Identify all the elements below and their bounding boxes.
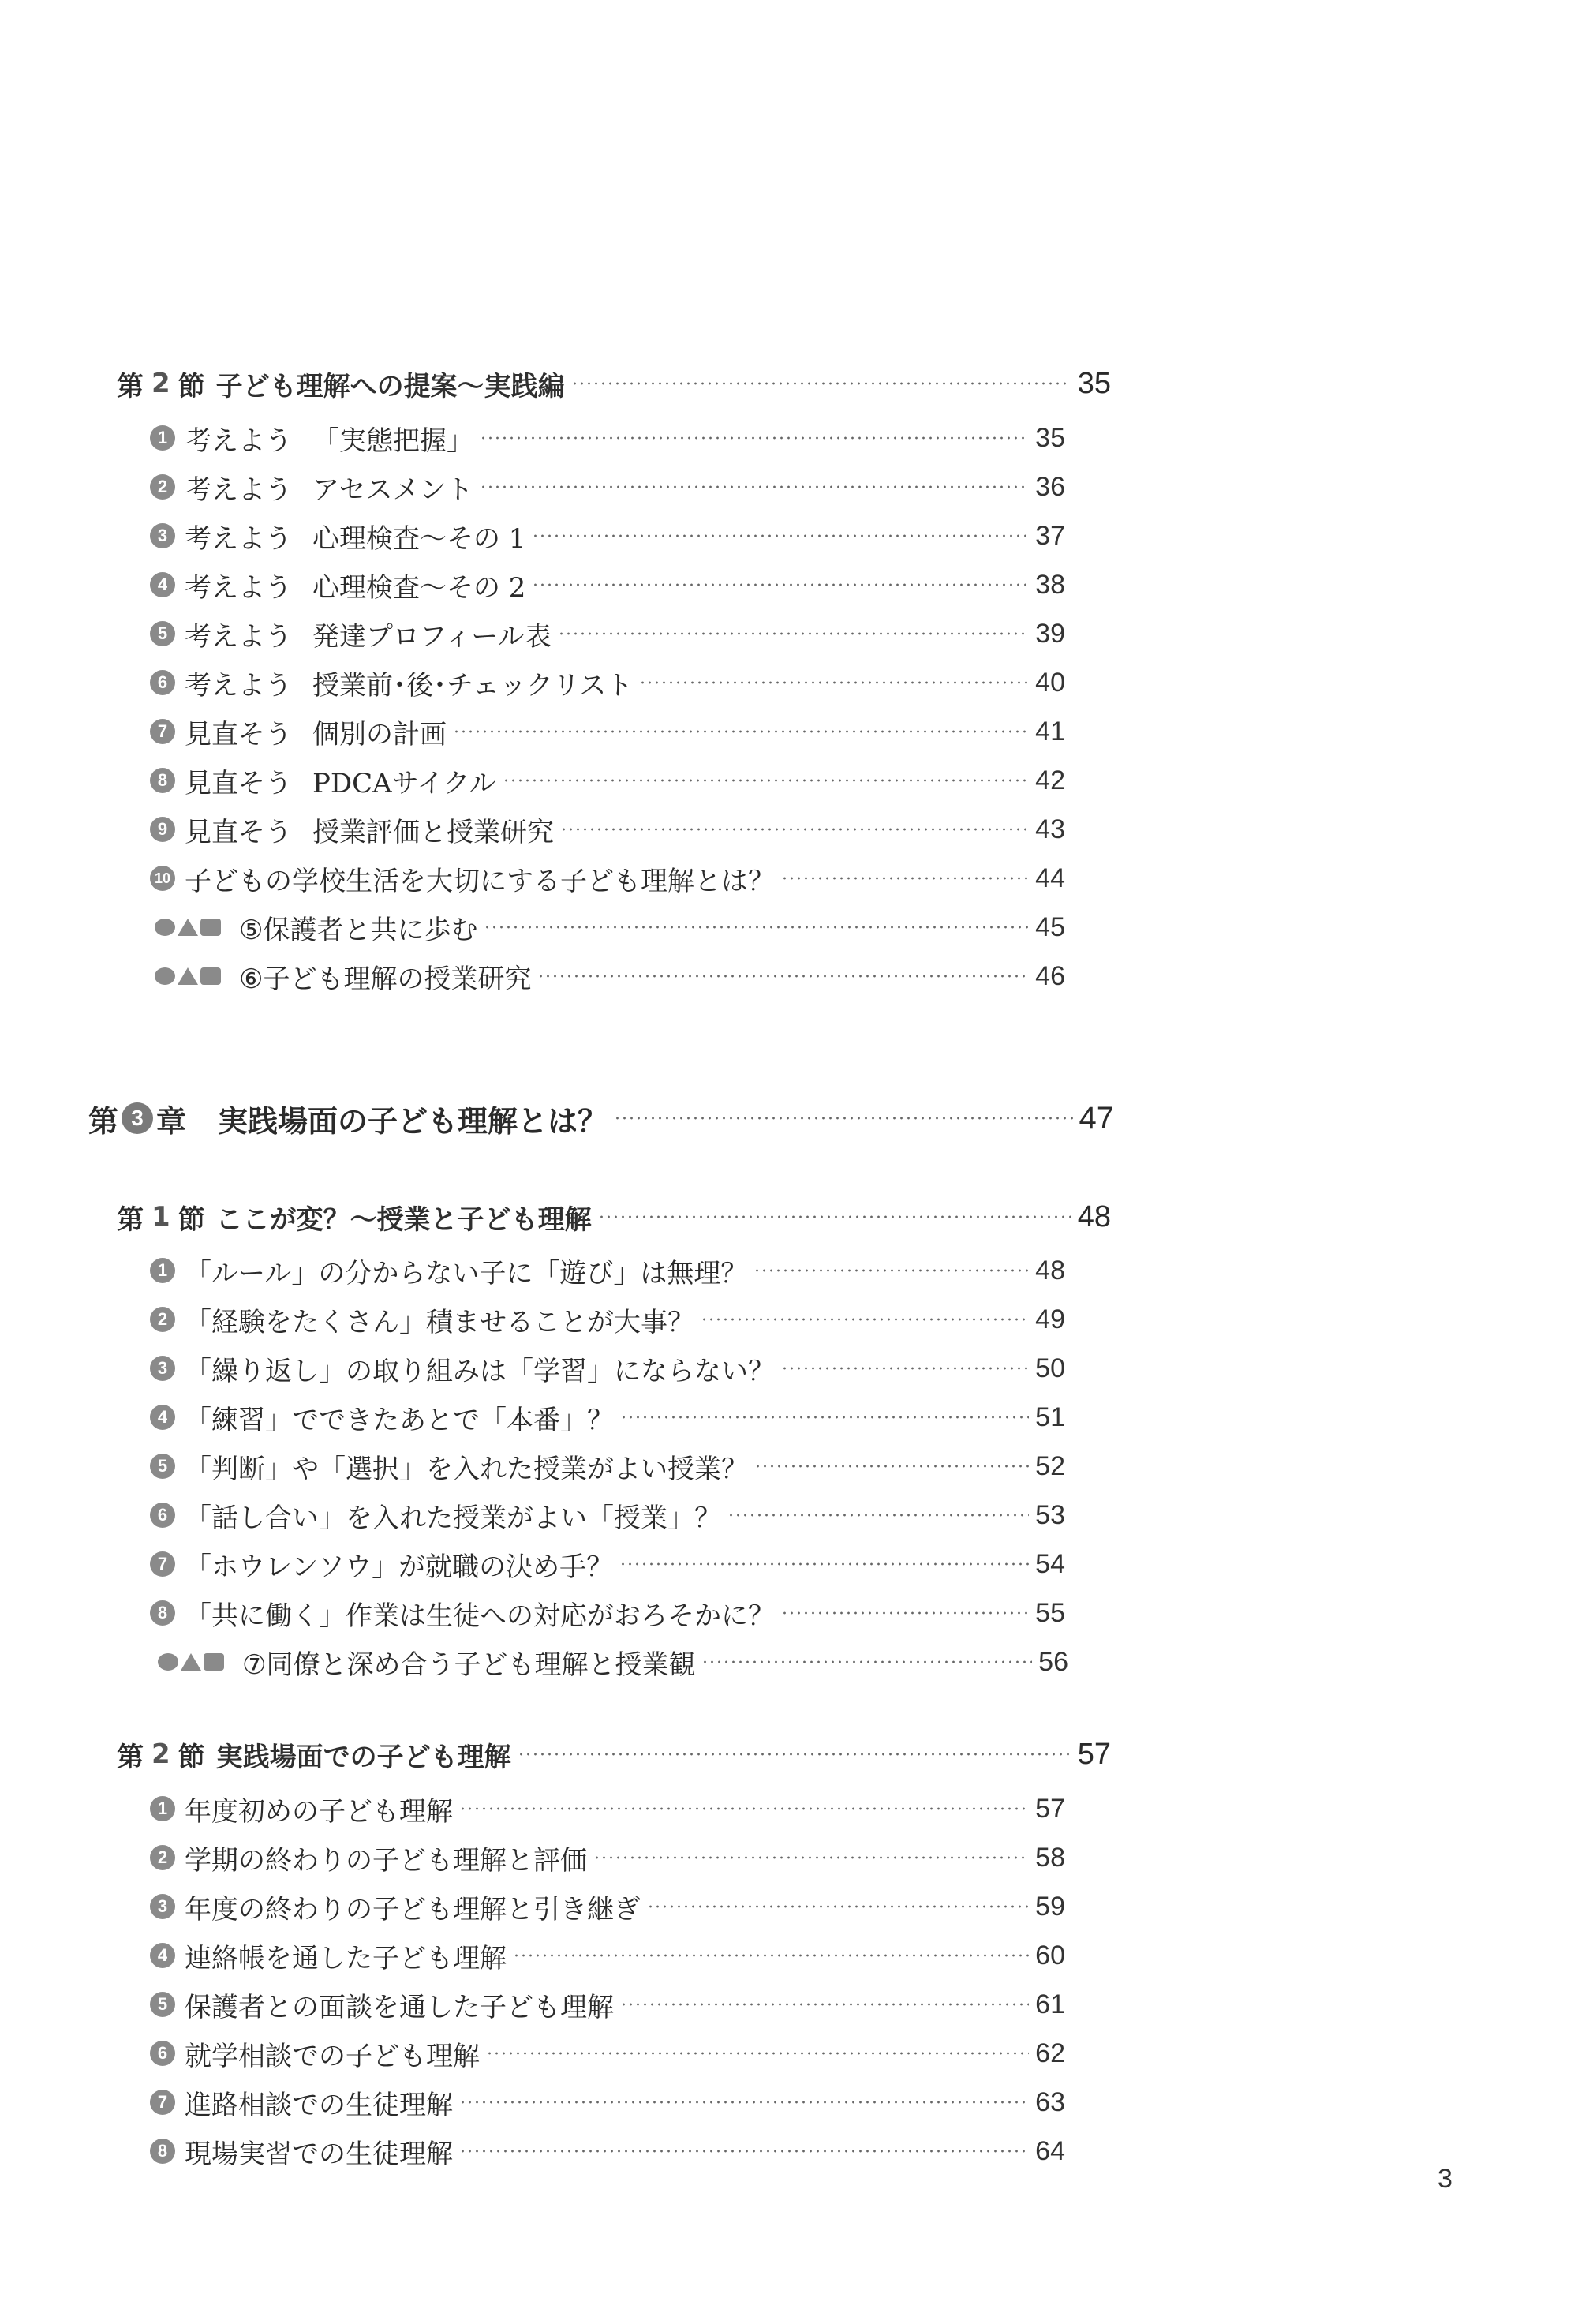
entry-title: 就学相談での子ども理解: [185, 2040, 480, 2072]
entry-title: 年度初めの子ども理解: [185, 1795, 453, 1828]
leader-dots: [753, 1269, 1029, 1272]
entry-category: 見直そう: [185, 816, 292, 848]
entry-title: 「実態把握」: [312, 425, 473, 457]
page-ref: 35: [1035, 422, 1065, 453]
entry-title: 個別の計画: [312, 718, 447, 750]
page-ref: 53: [1035, 1499, 1065, 1530]
entry-title: 進路相談での生徒理解: [185, 2089, 453, 2121]
toc-chapter-heading[interactable]: [88, 1092, 1114, 1144]
section-suffix: 節: [178, 1741, 205, 1773]
leader-dots: [620, 2003, 1029, 2006]
number-badge: 7: [150, 1551, 175, 1577]
leader-dots: [639, 681, 1029, 684]
toc-entry[interactable]: [150, 1297, 1065, 1342]
toc-entry[interactable]: [150, 1346, 1065, 1390]
entry-title: PDCAサイクル: [312, 767, 496, 799]
page-ref: 58: [1035, 1842, 1065, 1873]
page-ref: 54: [1035, 1548, 1065, 1579]
section-suffix: 節: [178, 1203, 205, 1236]
page-number: 3: [1438, 2164, 1453, 2194]
page-ref: 43: [1035, 814, 1065, 844]
toc-entry[interactable]: [150, 709, 1065, 754]
entry-title: 「経験をたくさん」積ませることが大事？: [185, 1306, 694, 1338]
entry-title: ⑤保護者と共に歩む: [239, 914, 478, 946]
page-ref: 35: [1077, 366, 1111, 400]
number-badge: 5: [150, 1454, 175, 1479]
leader-dots: [480, 485, 1030, 488]
entry-title: 子どもの学校生活を大切にする子ども理解とは？: [185, 865, 775, 897]
toc-entry[interactable]: [150, 1395, 1065, 1439]
entry-title: 連絡帳を通した子ども理解: [185, 1942, 507, 1974]
page-ref: 61: [1035, 1989, 1065, 2019]
leader-dots: [571, 382, 1071, 385]
page-ref: 55: [1035, 1597, 1065, 1628]
number-badge: 7: [150, 2090, 175, 2115]
page-ref: 46: [1035, 960, 1065, 991]
page-ref: 41: [1035, 716, 1065, 747]
entry-title: 心理検査～その 2: [312, 571, 526, 604]
page-ref: 59: [1035, 1891, 1065, 1922]
leader-dots: [593, 1856, 1029, 1859]
toc-entry[interactable]: [150, 416, 1065, 460]
page-ref: 42: [1035, 765, 1065, 795]
page-ref: 40: [1035, 667, 1065, 698]
page-ref: 57: [1035, 1793, 1065, 1824]
entry-category: 考えよう: [185, 669, 292, 702]
number-badge: 6: [150, 2041, 175, 2066]
section-number: 2: [151, 1738, 170, 1770]
page-ref: 50: [1035, 1353, 1065, 1383]
page-ref: 49: [1035, 1304, 1065, 1334]
section-title: 実践場面での子ども理解: [215, 1741, 511, 1773]
leader-dots: [781, 1367, 1029, 1370]
page-ref: 62: [1035, 2038, 1065, 2068]
section-title: ここが変？～授業と子ども理解: [215, 1203, 592, 1236]
page-ref: 36: [1035, 471, 1065, 502]
number-badge: 4: [150, 572, 175, 597]
page-ref: 45: [1035, 911, 1065, 942]
leader-dots: [532, 534, 1029, 537]
entry-title: アセスメント: [312, 473, 473, 506]
number-badge: 8: [150, 1600, 175, 1626]
toc-entry[interactable]: [150, 2080, 1065, 2124]
page-ref: 60: [1035, 1940, 1065, 1970]
leader-dots: [518, 1753, 1071, 1756]
column-badge-icon: [155, 967, 223, 985]
toc-section-heading[interactable]: [117, 1193, 1111, 1241]
leader-dots: [560, 828, 1029, 831]
page-ref: 38: [1035, 569, 1065, 600]
toc-entry[interactable]: [150, 758, 1065, 803]
leader-dots: [459, 1807, 1029, 1810]
number-badge: 3: [150, 1894, 175, 1919]
entry-category: 考えよう: [185, 522, 292, 555]
entry-title: 年度の終わりの子ども理解と引き継ぎ: [185, 1893, 641, 1925]
leader-dots: [537, 975, 1029, 978]
chapter-number: 3: [122, 1102, 153, 1134]
number-badge: 8: [150, 768, 175, 793]
entry-title: ⑦同僚と深め合う子ども理解と授業観: [242, 1649, 696, 1681]
page-ref: 56: [1038, 1646, 1068, 1677]
page-ref: 57: [1077, 1737, 1111, 1771]
entry-category: 考えよう: [185, 620, 292, 653]
leader-dots: [647, 1905, 1029, 1908]
toc-entry[interactable]: [150, 1933, 1065, 1978]
number-badge: 6: [150, 670, 175, 695]
leader-dots: [598, 1215, 1071, 1218]
page-ref: 63: [1035, 2086, 1065, 2117]
leader-dots: [701, 1660, 1032, 1663]
entry-category: 考えよう: [185, 473, 292, 506]
leader-dots: [459, 2101, 1029, 2104]
entry-category: 考えよう: [185, 571, 292, 604]
entry-title: 「ホウレンソウ」が就職の決め手？: [185, 1551, 614, 1583]
entry-title: 現場実習での生徒理解: [185, 2138, 453, 2170]
section-number: 1: [151, 1201, 170, 1233]
leader-dots: [701, 1318, 1029, 1321]
toc-entry[interactable]: [150, 1542, 1065, 1586]
leader-dots: [486, 2052, 1029, 2055]
page-ref: 47: [1079, 1100, 1114, 1136]
chapter-title: 実践場面の子ども理解とは？: [218, 1103, 608, 1139]
section-prefix: 第: [117, 370, 144, 402]
toc-entry[interactable]: [150, 612, 1065, 656]
page-ref: 51: [1035, 1402, 1065, 1432]
column-badge-icon: [155, 919, 223, 936]
toc-column-entry[interactable]: [155, 905, 1065, 949]
leader-dots: [620, 1416, 1029, 1419]
number-badge: 6: [150, 1503, 175, 1528]
leader-dots: [619, 1562, 1029, 1566]
leader-dots: [614, 1117, 1072, 1120]
page-ref: 37: [1035, 520, 1065, 551]
page-ref: 48: [1035, 1255, 1065, 1285]
leader-dots: [532, 583, 1029, 586]
number-badge: 1: [150, 1258, 175, 1283]
toc-entry[interactable]: [150, 661, 1065, 705]
toc-entry[interactable]: [150, 514, 1065, 558]
toc-entry[interactable]: [150, 1591, 1065, 1635]
number-badge: 2: [150, 474, 175, 500]
toc-entry[interactable]: [150, 1884, 1065, 1929]
number-badge: 4: [150, 1943, 175, 1968]
leader-dots: [754, 1465, 1029, 1468]
leader-dots: [503, 779, 1030, 782]
section-number: 2: [151, 368, 170, 399]
toc-entry[interactable]: [150, 563, 1065, 607]
entry-title: 「繰り返し」の取り組みは「学習」にならない？: [185, 1355, 775, 1387]
page-ref: 64: [1035, 2135, 1065, 2166]
section-prefix: 第: [117, 1741, 144, 1773]
entry-title: 心理検査～その 1: [312, 522, 526, 555]
page-ref: 52: [1035, 1450, 1065, 1481]
leader-dots: [558, 632, 1030, 635]
toc-entry[interactable]: [150, 1982, 1065, 2026]
number-badge: 4: [150, 1405, 175, 1430]
entry-title: 「ルール」の分からない子に「遊び」は無理？: [185, 1257, 748, 1289]
toc-entry[interactable]: [150, 1493, 1065, 1537]
toc-entry[interactable]: [150, 856, 1065, 900]
entry-category: 見直そう: [185, 767, 292, 799]
toc-entry[interactable]: [150, 807, 1065, 851]
leader-dots: [484, 926, 1029, 929]
toc-entry[interactable]: [150, 1444, 1065, 1488]
entry-category: 考えよう: [185, 425, 292, 457]
chapter-prefix: 第: [88, 1103, 119, 1139]
entry-category: 見直そう: [185, 718, 292, 750]
number-badge: 5: [150, 1992, 175, 2017]
number-badge: 5: [150, 621, 175, 646]
number-badge: 2: [150, 1845, 175, 1870]
entry-title: 「話し合い」を入れた授業がよい「授業」？: [185, 1502, 721, 1534]
leader-dots: [453, 730, 1029, 733]
entry-title: 学期の終わりの子ども理解と評価: [185, 1844, 587, 1877]
leader-dots: [459, 2150, 1029, 2153]
entry-title: 保護者との面談を通した子ども理解: [185, 1991, 614, 2023]
toc-entry[interactable]: [150, 1787, 1065, 1831]
section-suffix: 節: [178, 370, 205, 402]
leader-dots: [781, 877, 1029, 880]
section-title: 子ども理解への提案～実践編: [215, 370, 565, 402]
leader-dots: [781, 1611, 1029, 1615]
entry-title: 「練習」でできたあとで「本番」？: [185, 1404, 614, 1436]
section-prefix: 第: [117, 1203, 144, 1236]
number-badge: 3: [150, 523, 175, 548]
leader-dots: [727, 1514, 1029, 1517]
number-badge: 10: [150, 866, 175, 891]
number-badge: 7: [150, 719, 175, 744]
number-badge: 2: [150, 1307, 175, 1332]
toc-entry[interactable]: [150, 2031, 1065, 2075]
toc-section-heading[interactable]: [117, 360, 1111, 407]
toc-section-heading[interactable]: [117, 1731, 1111, 1778]
toc-entry[interactable]: [150, 1248, 1065, 1293]
page-ref: 48: [1077, 1199, 1111, 1233]
toc-column-entry[interactable]: [158, 1640, 1068, 1684]
toc-column-entry[interactable]: [155, 954, 1065, 998]
entry-title: 授業前･後･チェックリスト: [312, 669, 634, 702]
number-badge: 1: [150, 425, 175, 451]
leader-dots: [480, 436, 1029, 440]
entry-title: ⑥子ども理解の授業研究: [239, 963, 532, 995]
toc-entry[interactable]: [150, 1836, 1065, 1880]
number-badge: 8: [150, 2139, 175, 2164]
page-ref: 39: [1035, 618, 1065, 649]
page-ref: 44: [1035, 863, 1065, 893]
toc-entry[interactable]: [150, 465, 1065, 509]
entry-title: 授業評価と授業研究: [312, 816, 554, 848]
entry-title: 「共に働く」作業は生徒への対応がおろそかに？: [185, 1600, 775, 1632]
chapter-suffix: 章: [156, 1103, 187, 1139]
column-badge-icon: [158, 1653, 226, 1671]
number-badge: 1: [150, 1796, 175, 1821]
entry-title: 発達プロフィール表: [312, 620, 552, 653]
toc-entry[interactable]: [150, 2129, 1065, 2173]
leader-dots: [513, 1954, 1029, 1957]
entry-title: 「判断」や「選択」を入れた授業がよい授業？: [185, 1453, 748, 1485]
number-badge: 3: [150, 1356, 175, 1381]
number-badge: 9: [150, 817, 175, 842]
